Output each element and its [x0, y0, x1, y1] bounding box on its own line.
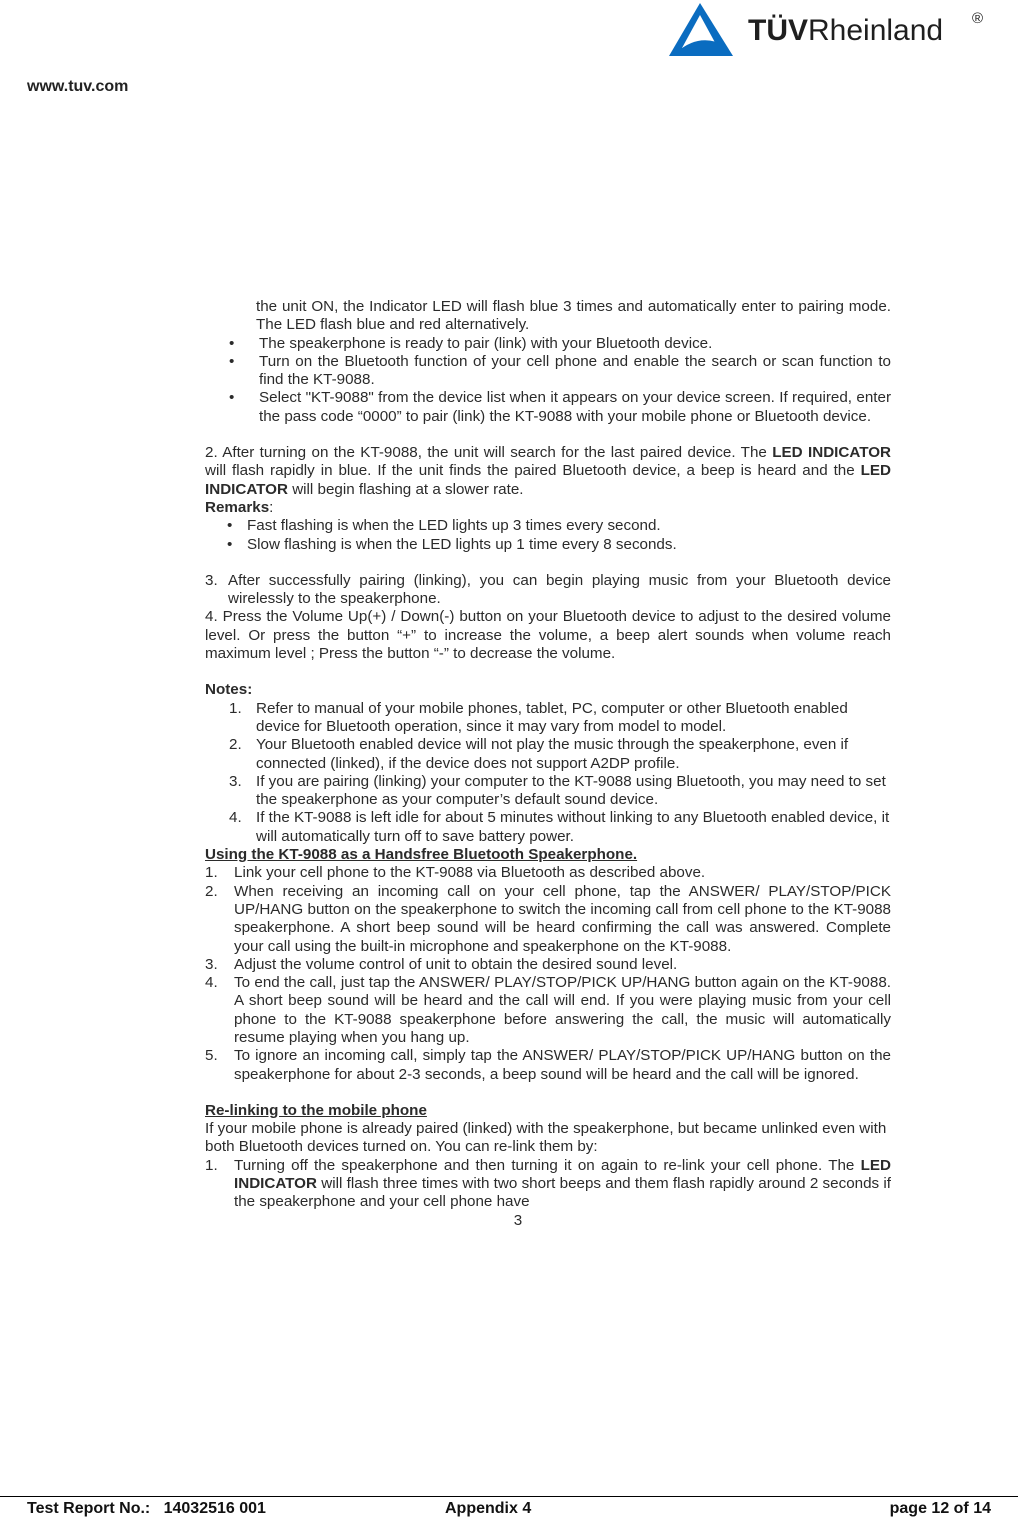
bullet-text: Select "KT-9088" from the device list when it appears on your device screen. If required, enter the pass code “0000” to pair (link) the KT-9088 with your mobile phone or Bluetooth device.	[259, 389, 891, 425]
bullet-text: The speakerphone is ready to pair (link) with your Bluetooth device.	[259, 334, 713, 352]
handsfree-heading: Using the KT-9088 as a Handsfree Bluetooth Speakerphone.	[205, 846, 638, 864]
handsfree-step	[205, 883, 891, 956]
step-3	[205, 572, 891, 609]
step-number: 1.	[205, 1156, 218, 1174]
relink-intro: If your mobile phone is already paired (linked) with the speakerphone, but became unlinked even with both Bluetooth devices turned on. You can re-link them by:	[205, 1120, 887, 1156]
step-text: Link your cell phone to the KT-9088 via Bluetooth as described above.	[234, 864, 706, 882]
note-item	[205, 700, 891, 737]
remarks-title: Remarks	[205, 498, 270, 516]
note-text: Your Bluetooth enabled device will not play the music through the speakerphone, even if connected (linked), if the device does not support A2DP profile.	[256, 736, 849, 772]
handsfree-step	[205, 1047, 891, 1084]
bullet-text: Turn on the Bluetooth function of your cell phone and enable the search or scan function to find the KT-9088.	[259, 352, 891, 389]
step-number: 2.	[205, 882, 218, 900]
step-text: To end the call, just tap the ANSWER/ PLAY/STOP/PICK UP/HANG button again on the KT-9088. A short beep sound will be heard and the call will end. If you were playing music from your cell phone to the KT-9088 speakerphone before answering the call, the music will automatically resume playing when you hang up.	[234, 974, 891, 1046]
note-number: 2.	[229, 736, 242, 754]
step-number: 1.	[205, 864, 218, 882]
step-2-text: will begin flashing at a slower rate.	[287, 480, 524, 498]
bullet-icon: •	[227, 517, 233, 535]
test-report-number	[27, 1500, 266, 1518]
step-number: 4.	[205, 974, 218, 992]
note-text: If you are pairing (linking) your computer to the KT-9088 using Bluetooth, you may need to set the speakerphone as your computer’s default sound device.	[256, 772, 886, 809]
report-label: Test Report No.:	[27, 1500, 151, 1517]
brand-bold: TÜV	[748, 14, 808, 47]
registered-mark: ®	[972, 10, 984, 27]
relink-step	[205, 1157, 891, 1212]
step-text: Adjust the volume control of unit to obtain the desired sound level.	[234, 955, 678, 973]
step-number: 3.	[205, 955, 218, 973]
note-number: 3.	[229, 772, 242, 790]
relink-text: Turning off the speakerphone and then turning it on again to re-link your cell phone. The	[234, 1156, 861, 1174]
remarks-colon: :	[269, 498, 274, 516]
relink-heading: Re-linking to the mobile phone	[205, 1101, 427, 1119]
brand-rest: Rheinland	[808, 14, 944, 47]
pairing-bullet	[205, 335, 891, 353]
handsfree-step	[205, 864, 891, 882]
note-item	[205, 809, 891, 846]
bullet-icon: •	[227, 535, 233, 553]
remark-text: Slow flashing is when the LED lights up 1 time every 8 seconds.	[247, 535, 677, 553]
step-3-text: After successfully pairing (linking), you can begin playing music from your Bluetooth device wirelessly to the speakerphone.	[228, 571, 891, 608]
indent	[229, 298, 256, 335]
bullet-icon: •	[229, 334, 235, 352]
step-number: 3.	[205, 571, 218, 589]
note-item	[205, 773, 891, 810]
note-text: If the KT-9088 is left idle for about 5 minutes without linking to any Bluetooth enabled device, it will automatically turn off to save battery power.	[256, 809, 890, 845]
appendix-label: Appendix 4	[445, 1500, 532, 1517]
note-text: Refer to manual of your mobile phones, tablet, PC, computer or other Bluetooth enabled device for Bluetooth operation, since it may vary from model to model.	[256, 699, 848, 735]
tuv-triangle-logo-icon	[666, 2, 740, 58]
brand-name	[748, 14, 943, 48]
manual-page-number: 3	[513, 1211, 523, 1229]
relink-text: will flash three times with two short beeps and them flash rapidly around 2 seconds if the speakerphone and your cell phone have	[234, 1175, 891, 1211]
bullet-icon: •	[229, 389, 235, 407]
step-2-text: will flash rapidly in blue. If the unit finds the paired Bluetooth device, a beep is heard and the	[205, 462, 861, 480]
step-number: 5.	[205, 1047, 218, 1065]
intro-continuation	[205, 298, 891, 335]
step-text: To ignore an incoming call, simply tap the ANSWER/ PLAY/STOP/PICK UP/HANG button on the speakerphone for about 2-3 seconds, a beep sound will be heard and the call will be ignored.	[234, 1047, 891, 1083]
report-value: 14032516 001	[163, 1500, 266, 1517]
note-number: 1.	[229, 699, 242, 717]
pairing-bullet	[205, 389, 891, 426]
handsfree-step	[205, 974, 891, 1047]
step-2-text: 2. After turning on the KT-9088, the unit will search for the last paired device. The	[205, 444, 773, 462]
note-item	[205, 736, 891, 773]
led-indicator-label: LED INDICATOR	[205, 462, 891, 498]
remark-item	[205, 536, 891, 554]
remark-text: Fast flashing is when the LED lights up 3 times every second.	[247, 517, 661, 535]
relink-step-text	[234, 1157, 891, 1212]
step-2-paragraph	[205, 444, 891, 499]
footer-divider	[0, 1496, 1018, 1497]
page-indicator: page 12 of 14	[889, 1500, 991, 1517]
manual-page	[205, 298, 891, 1230]
bullet-icon: •	[229, 352, 235, 370]
site-url[interactable]: www.tuv.com	[27, 78, 129, 95]
note-number: 4.	[229, 809, 242, 827]
led-indicator-label: LED INDICATOR	[234, 1156, 891, 1193]
pairing-bullet	[205, 353, 891, 390]
remark-item	[205, 517, 891, 535]
led-indicator-label: LED INDICATOR	[772, 444, 891, 462]
handsfree-step	[205, 956, 891, 974]
step-text: When receiving an incoming call on your cell phone, tap the ANSWER/ PLAY/STOP/PICK UP/HANG button on the speakerphone to switch the incoming call from cell phone to the KT-9088 speakerphone. A short beep sound will be heard confirming the call was answered. Complete your call using the built-in microphone and speakerphone on the KT-9088.	[234, 882, 891, 955]
notes-heading: Notes:	[205, 681, 253, 699]
step-4: 4. Press the Volume Up(+) / Down(-) button on your Bluetooth device to adjust to the desired volume level. Or press the button “+” to increase the volume, a beep alert sounds when volume reach maximum level ; Press the button “-” to decrease the volume.	[205, 608, 891, 663]
intro-text: the unit ON, the Indicator LED will flash blue 3 times and automatically enter to pairing mode. The LED flash blue and red alternatively.	[256, 298, 891, 334]
remarks-heading	[205, 499, 891, 517]
